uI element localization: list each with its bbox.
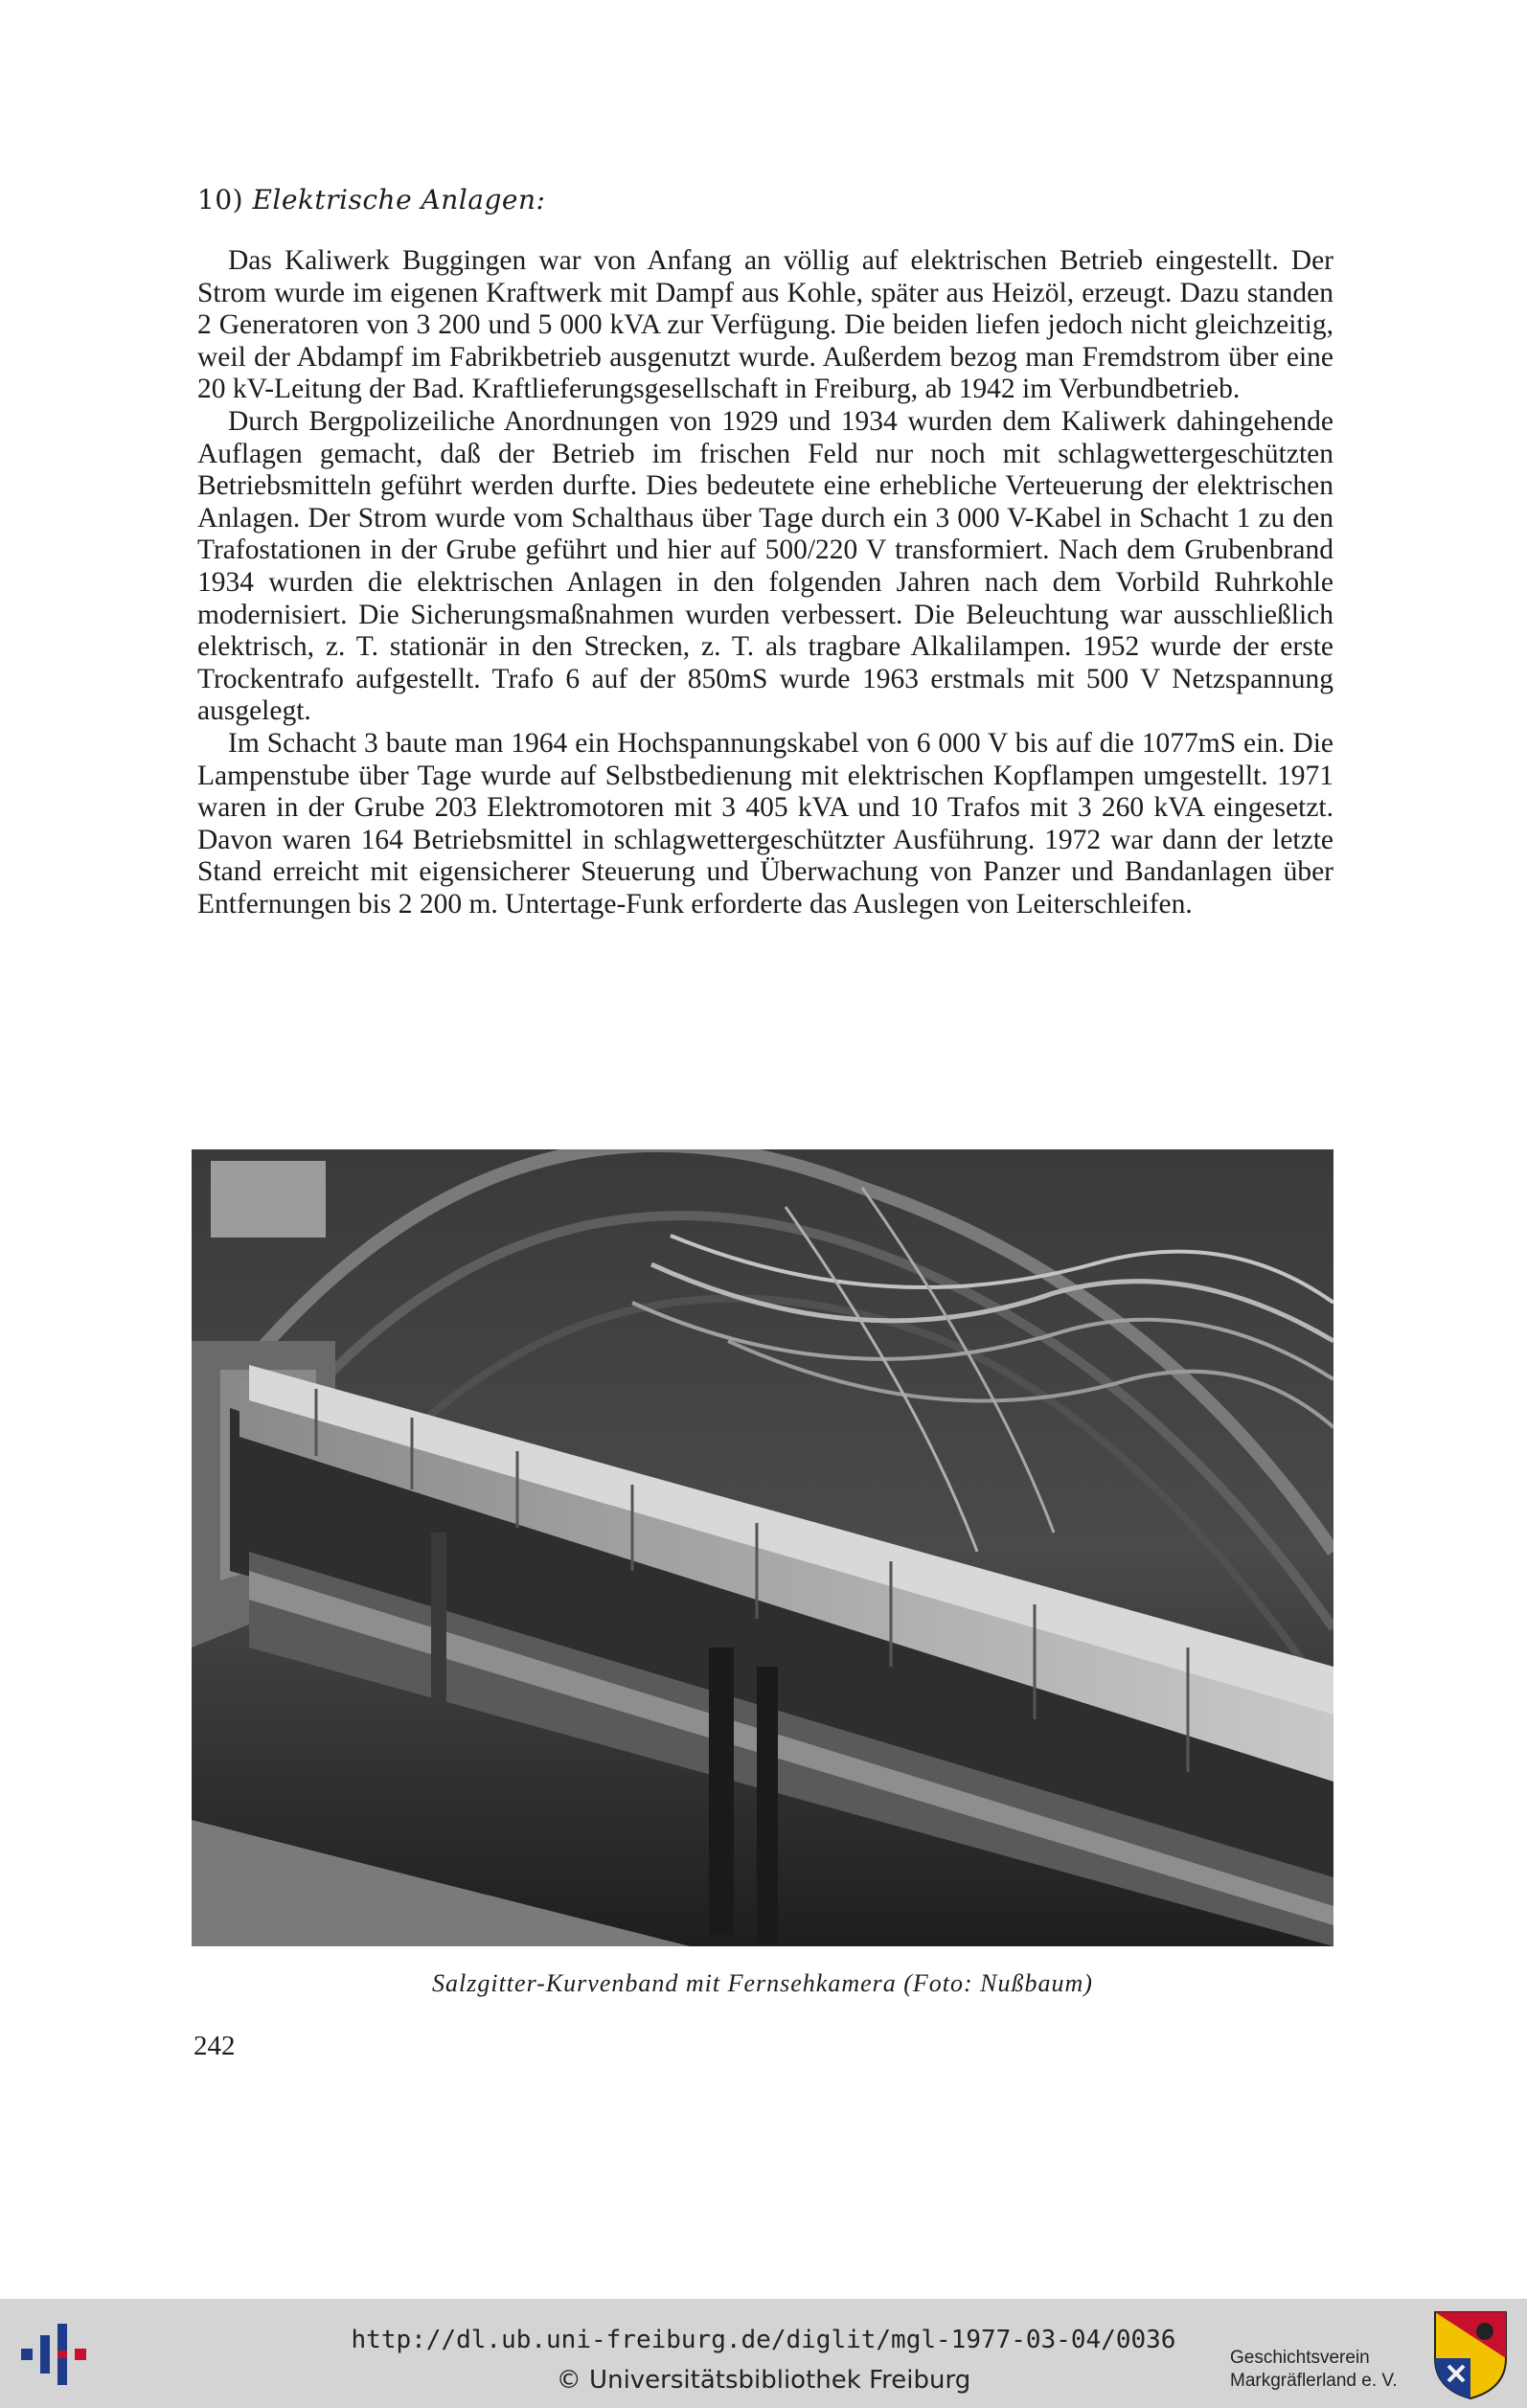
society-name (1230, 2347, 1398, 2393)
copyright-text: © Universitätsbibliothek Freiburg (556, 2366, 971, 2395)
section-heading (197, 184, 545, 216)
society-line-2: Markgräflerland e. V. (1230, 2371, 1398, 2391)
society-line-1: Geschichtsverein (1230, 2348, 1370, 2368)
paragraph-3: Im Schacht 3 baute man 1964 ein Hochspannungskabel von 6 000 V bis auf die 1077mS ein. Die Lampenstube über Tage wurde auf Selbstbedienung mit elektrischen Kopflampen umgestellt. 1971 waren in der Grube 203 Elektromotoren mit 3 405 kVA und 10 Trafos mit 3 260 kVA eingesetzt. Davon waren 164 Betriebsmittel in schlagwettergeschützter Ausführung. 1972 war dann der letzte Stand erreicht mit eigensicherer Steuerung und Überwachung von Panzer und Bandanlagen über Entfernungen bis 2 200 m. Untertage-Funk erforderte das Auslegen von Leiterschleifen. (197, 727, 1333, 920)
body-text (197, 245, 1333, 920)
section-title: Elektrische Anlagen: (252, 184, 546, 216)
figure-caption: Salzgitter-Kurvenband mit Fernsehkamera (Foto: Nußbaum) (432, 1969, 1093, 1997)
document-url-link[interactable]: http://dl.ub.uni-freiburg.de/diglit/mgl-1977-03-04/0036 (351, 2326, 1176, 2354)
section-number: 10) (197, 184, 244, 216)
paragraph-1: Das Kaliwerk Buggingen war von Anfang an völlig auf elektrischen Betrieb eingestellt. Der Strom wurde im eigenen Kraftwerk mit Dampf aus Kohle, später aus Heizöl, erzeugt. Dazu standen 2 Generatoren von 3 200 und 5 000 kVA zur Verfügung. Die beiden liefen jedoch nicht gleichzeitig, weil der Abdampf im Fabrikbetrieb ausgenutzt wurde. Außerdem bezog man Fremdstrom über eine 20 kV-Leitung der Bad. Kraftlieferungsgesellschaft in Freiburg, ab 1942 im Verbundbetrieb. (197, 245, 1333, 405)
page-number: 242 (194, 2031, 236, 2061)
conveyor-photo (192, 1149, 1333, 1946)
paragraph-2: Durch Bergpolizeiliche Anordnungen von 1929 und 1934 wurden dem Kaliwerk dahingehende Auflagen gemacht, daß der Betrieb im frischen Feld nur noch mit schlagwettergeschützten Betriebsmitteln geführt werden durfte. Dies bedeutete eine erhebliche Verteuerung der elektrischen Anlagen. Der Strom wurde vom Schalthaus über Tage durch ein 3 000 V-Kabel in Schacht 1 zu den Trafostationen in der Grube geführt und hier auf 500/220 V transformiert. Nach dem Grubenbrand 1934 wurden die elektrischen Anlagen in den folgenden Jahren nach dem Vorbild Ruhrkohle modernisiert. Die Sicherungsmaßnahmen wurden verbessert. Die Beleuchtung war ausschließlich elektrisch, z. T. stationär in den Strecken, z. T. als tragbare Alkalilampen. 1952 wurde der erste Trockentrafo aufgestellt. Trafo 6 auf der 850mS wurde 1963 erstmals mit 500 V Netzspannung ausgelegt. (197, 405, 1333, 727)
footer-bar (0, 2299, 1527, 2408)
coat-of-arms-icon (1431, 2308, 1510, 2400)
